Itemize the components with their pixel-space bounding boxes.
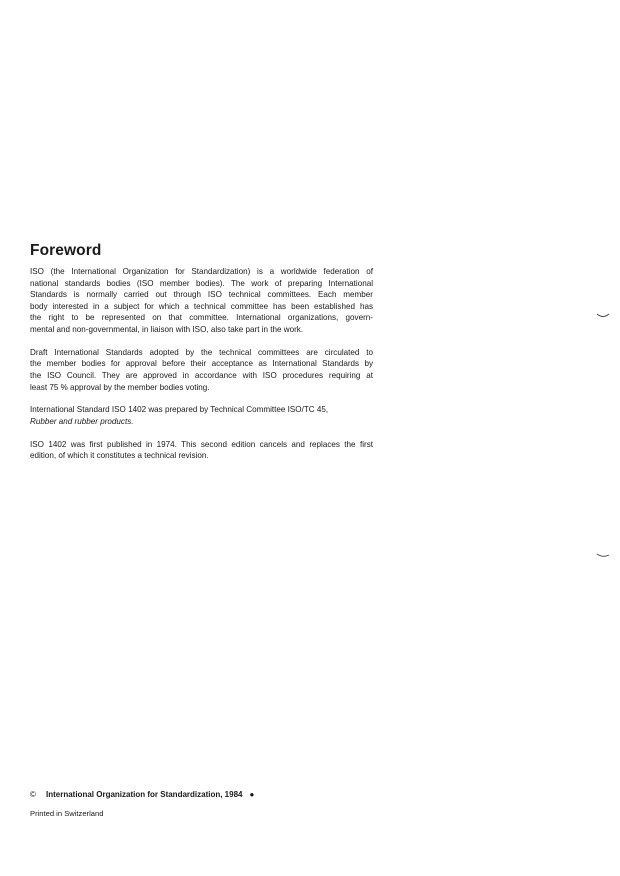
text-line: least 75 % approval by the member bodies voting. <box>30 382 210 392</box>
printed-location: Printed in Switzerland <box>30 809 104 818</box>
text-line: International Standard ISO 1402 was prepared by Technical Committee ISO/TC 45, <box>30 405 329 415</box>
text-line: ISO (the International Organization for Standardization) is a worldwide federation of <box>30 267 373 276</box>
paragraph-committee <box>30 404 373 427</box>
text-line: edition, of which it constitutes a technical revision. <box>30 451 209 461</box>
text-line: body interested in a subject for which a technical committee has been established has <box>30 301 373 311</box>
text-line: Draft International Standards adopted by the technical committees are circulated to <box>30 347 373 357</box>
bullet-icon: ● <box>249 790 255 799</box>
scan-mark-icon <box>596 553 610 559</box>
paragraph-iso-intro <box>30 266 373 336</box>
foreword-body <box>30 266 373 473</box>
text-line: the right to be represented on that committee. International organizations, govern- <box>30 313 373 323</box>
committee-title: Rubber and rubber products. <box>30 416 134 426</box>
paragraph-approval <box>30 347 373 393</box>
page-title: Foreword <box>30 242 102 259</box>
text-line: the ISO Council. They are approved in accordance with ISO procedures requiring at <box>30 370 373 380</box>
text-line: mental and non-governmental, in liaison with ISO, also take part in the work. <box>30 324 304 334</box>
text-line: ISO 1402 was first published in 1974. This second edition cancels and replaces the first <box>30 439 373 449</box>
text-line: Standards is normally carried out through ISO technical committees. Each member <box>30 290 373 300</box>
text-line: national standards bodies (ISO member bodies). The work of preparing International <box>30 278 373 288</box>
scan-mark-icon <box>596 313 610 319</box>
copyright-notice <box>30 789 254 800</box>
copyright-icon: © <box>30 790 36 799</box>
text-line: the member bodies for approval before their acceptance as International Standards by <box>30 359 373 369</box>
copyright-text: International Organization for Standardization, 1984 <box>46 790 243 799</box>
paragraph-edition <box>30 439 373 462</box>
